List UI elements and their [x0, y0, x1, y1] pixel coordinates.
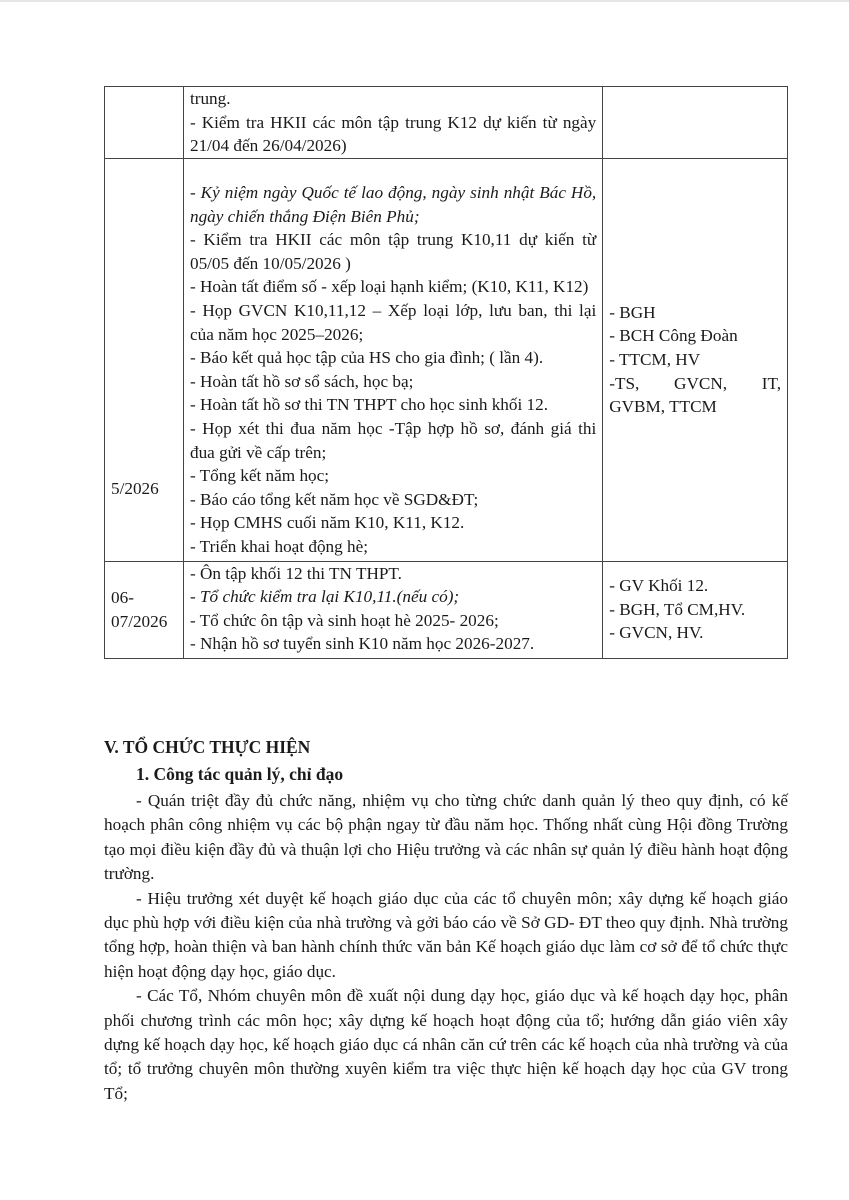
table-row: [105, 87, 788, 159]
month-cell: [105, 561, 184, 658]
month-cell: [105, 87, 184, 159]
responsible-item: - TTCM, HV: [609, 349, 701, 369]
plan-table: [104, 86, 788, 659]
paragraph: - Quán triệt đầy đủ chức năng, nhiệm vụ cho từng chức danh quản lý theo quy định, có kế hoạch phân công nhiệm vụ các bộ phận ngay từ đầu năm học. Thống nhất cùng Hội đồng Trường tạo mọi điều kiện đầy đủ và thuận lợi cho Hiệu trưởng và các nhân sự quản lý điều hành hoạt động trường.: [104, 791, 788, 884]
activity-item: - Hoàn tất hồ sơ sổ sách, học bạ;: [189, 371, 414, 391]
responsible-item: - BGH: [609, 302, 656, 322]
activities-cell: [183, 87, 602, 159]
activity-item: - Kỷ niệm ngày Quốc tế lao động, ngày sinh nhật Bác Hồ, ngày chiến thắng Điện Biên Phủ;: [189, 183, 597, 226]
section-body: [104, 789, 788, 1106]
table-row: [105, 561, 788, 658]
activity-item: - Hoàn tất hồ sơ thi TN THPT cho học sinh khối 12.: [189, 395, 549, 415]
activity-item: - Họp xét thi đua năm học -Tập hợp hồ sơ, đánh giá thi đua gửi về cấp trên;: [189, 418, 597, 462]
paragraph: - Hiệu trưởng xét duyệt kế hoạch giáo dục của các tổ chuyên môn; xây dựng kế hoạch giáo dục phù hợp với điều kiện của nhà trường và gởi báo cáo về Sở GD- ĐT theo quy định. Nhà trường tổng hợp, hoàn thiện và ban hành chính thức văn bản Kế hoạch giáo dục làm cơ sở để tổ chức thực hiện hoạt động dạy học, giáo dục.: [104, 888, 788, 981]
activity-item: - Họp CMHS cuối năm K10, K11, K12.: [189, 513, 465, 533]
responsible-item: - BGH, Tổ CM,HV.: [609, 599, 746, 619]
responsible-cell: [603, 87, 788, 159]
page-edge: [0, 0, 849, 2]
responsible-item: -TS, GVCN, IT,: [609, 373, 781, 393]
activity-item: trung.: [189, 89, 231, 108]
activity-item: - Báo cáo tổng kết năm học về SGD&ĐT;: [189, 489, 479, 509]
subsection-heading: 1. Công tác quản lý, chỉ đạo: [136, 764, 344, 784]
table-row: [105, 159, 788, 562]
responsible-item: - GVCN, HV.: [609, 623, 704, 643]
responsible-item: - BCH Công Đoàn: [609, 326, 738, 346]
activity-item: - Báo kết quả học tập của HS cho gia đình; ( lần 4).: [189, 348, 544, 368]
responsible-cell: [603, 159, 788, 562]
responsible-cell: [603, 561, 788, 658]
activity-item: - Triển khai hoạt động hè;: [189, 536, 369, 556]
month-line: 06-: [111, 587, 134, 607]
responsible-item: - GV Khối 12.: [609, 576, 709, 596]
paragraph: - Các Tổ, Nhóm chuyên môn đề xuất nội dung dạy học, giáo dục và kế hoạch dạy học, phân phối chương trình các môn học; xây dựng kế hoạch hoạt động của tổ; hướng dẫn giáo viên xây dựng kế hoạch dạy học, kế hoạch giáo dục cá nhân căn cứ trên các kế hoạch của nhà trường và của tổ; tổ trưởng chuyên môn thường xuyên kiểm tra việc thực hiện kế hoạch dạy học của GV trong Tổ;: [104, 986, 788, 1103]
activity-item: - Tổng kết năm học;: [189, 466, 330, 486]
activity-item: - Nhận hồ sơ tuyển sinh K10 năm học 2026-2027.: [189, 634, 535, 654]
section-heading: V. TỔ CHỨC THỰC HIỆN: [104, 737, 311, 757]
activities-cell: [183, 561, 602, 658]
activities-cell: [183, 159, 602, 562]
activity-item: - Họp GVCN K10,11,12 – Xếp loại lớp, lưu ban, thi lại của năm học 2025–2026;: [189, 300, 597, 344]
activity-item: - Hoàn tất điểm số - xếp loại hạnh kiểm; (K10, K11, K12): [189, 277, 589, 297]
activity-item: - Kiểm tra HKII các môn tập trung K10,11 dự kiến từ 05/05 đến 10/05/2026 ): [189, 230, 597, 273]
activity-item: - Ôn tập khối 12 thi TN THPT.: [189, 563, 402, 583]
activity-item: - Tổ chức ôn tập và sinh hoạt hè 2025- 2026;: [189, 610, 499, 630]
activity-item: - Tổ chức kiểm tra lại K10,11.(nếu có);: [189, 587, 460, 607]
month-cell: 5/2026: [105, 159, 184, 562]
month-line: 07/2026: [111, 611, 168, 631]
responsible-item: GVBM, TTCM: [609, 397, 717, 417]
activity-item: - Kiểm tra HKII các môn tập trung K12 dự kiến từ ngày 21/04 đến 26/04/2026): [189, 112, 597, 156]
